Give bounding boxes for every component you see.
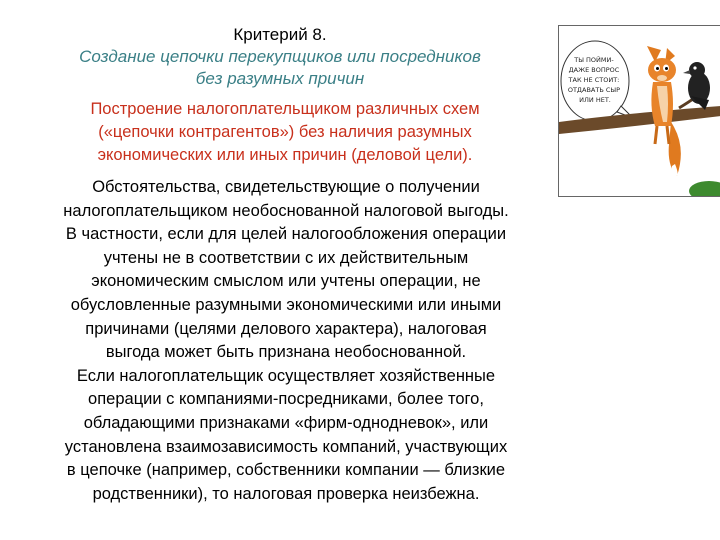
subtitle: [0, 46, 560, 90]
bubble-line: ДАЖЕ ВОПРОС: [568, 66, 620, 74]
bubble-line: ТАК НЕ СТОИТ:: [568, 76, 620, 84]
body-line: обусловленные разумными экономическими или иными: [70, 295, 502, 314]
criterion-title: Критерий 8.: [233, 25, 327, 44]
bubble-line: ТЫ ПОЙМИ-: [574, 56, 614, 64]
subtitle-line: Создание цепочки перекупщиков или посредников: [79, 47, 481, 66]
heading-line: Построение налогоплательщиком различных схем: [90, 100, 480, 118]
body-line: выгода может быть признана необоснованной.: [105, 343, 467, 362]
fox-pupil: [665, 67, 668, 70]
fox-muzzle: [657, 75, 667, 81]
body-line: обладающими признаками «фирм-однодневок», или: [83, 413, 489, 432]
red-heading: [0, 98, 570, 167]
body-line: учтены не в соответствии с их действительным: [103, 248, 469, 267]
fox-legs: [655, 126, 669, 144]
fox-and-crow-cartoon: [558, 25, 720, 197]
heading-line: экономических или иных причин (деловой цели).: [97, 146, 473, 164]
cartoon-illustration: [559, 26, 720, 196]
body-paragraphs: [0, 176, 572, 506]
body-line: В частности, если для целей налогообложения операции: [65, 225, 507, 244]
body-line: причинами (целями делового характера), налоговая: [85, 319, 487, 338]
heading-line: («цепочки контрагентов») без наличия разумных: [98, 123, 472, 141]
subtitle-line: без разумных причин: [195, 69, 365, 88]
body-line: Если налогоплательщик осуществляет хозяйственные: [76, 366, 496, 385]
body-line: установлена взаимозависимость компаний, участвующих: [64, 437, 508, 456]
body-line: налогоплательщиком необоснованной налоговой выгоды.: [63, 201, 509, 220]
body-line: родственники), то налоговая проверка неизбежна.: [92, 484, 480, 503]
body-line: операции с компаниями-посредниками, более того,: [88, 390, 484, 409]
body-line: экономическим смыслом или учтены операции, не: [91, 272, 481, 291]
bubble-line: ИЛИ НЕТ.: [579, 96, 611, 104]
crow-head: [689, 62, 705, 78]
fox-pupil: [656, 67, 659, 70]
leaves: [689, 181, 720, 196]
crow-beak: [683, 70, 690, 74]
title-block: [0, 24, 560, 90]
body-line: в цепочке (например, собственники компании — близкие: [66, 461, 506, 480]
crow-eye: [693, 66, 696, 69]
body-line: Обстоятельства, свидетельствующие о получении: [92, 178, 480, 196]
bubble-line: ОТДАВАТЬ СЫР: [567, 86, 621, 94]
